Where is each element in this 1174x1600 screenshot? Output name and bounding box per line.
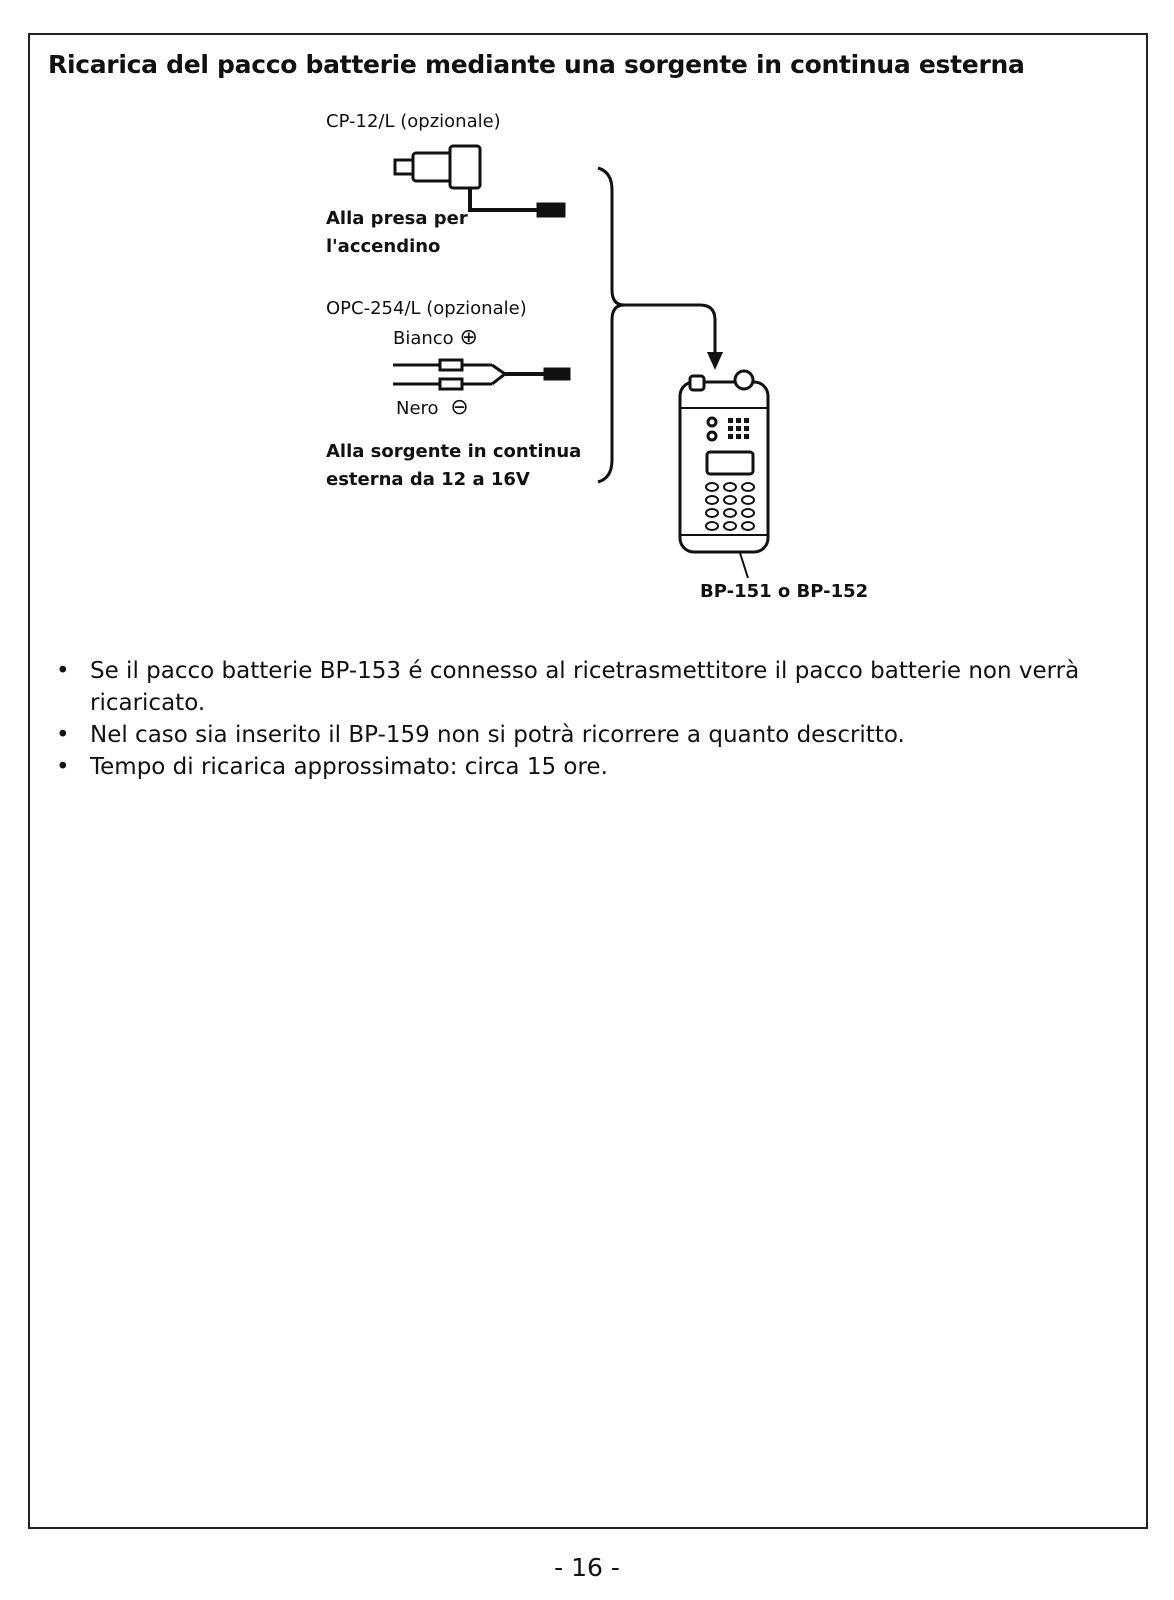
page-title: Ricarica del pacco batterie mediante una sorgente in continua esterna xyxy=(48,50,1025,79)
connection-line xyxy=(624,305,715,355)
cp-12-label: CP-12/L (opzionale) xyxy=(326,111,501,132)
minus-icon: ⊖ xyxy=(450,395,469,420)
bullet-icon: • xyxy=(56,754,70,780)
grouping-brace xyxy=(598,168,624,482)
black-label-text: Nero xyxy=(396,398,439,419)
transceiver-illustration xyxy=(680,371,768,552)
opc-cable-illustration xyxy=(393,360,569,389)
list-item xyxy=(50,751,1125,783)
bullet-icon: • xyxy=(56,658,70,684)
dc-source-label-line1: Alla sorgente in continua xyxy=(326,441,582,462)
lighter-socket-label-line1: Alla presa per xyxy=(326,208,468,229)
opc-254-label: OPC-254/L (opzionale) xyxy=(326,298,527,319)
connection-arrow xyxy=(707,352,723,370)
note-text: Se il pacco batterie BP-153 é connesso al ricetrasmettitore il pacco batterie non verrà ricaricato. xyxy=(90,658,1080,716)
note-text: Tempo di ricarica approssimato: circa 15 ore. xyxy=(90,754,608,780)
dc-source-label-line2: esterna da 12 a 16V xyxy=(326,469,530,490)
battery-pointer xyxy=(740,553,748,578)
note-text: Nel caso sia inserito il BP-159 non si potrà ricorrere a quanto descritto. xyxy=(90,722,905,748)
white-label-text: Bianco xyxy=(393,328,454,349)
list-item xyxy=(50,655,1125,719)
battery-label: BP-151 o BP-152 xyxy=(700,581,869,602)
list-item xyxy=(50,719,1125,751)
bullet-icon: • xyxy=(56,722,70,748)
lighter-socket-label-line2: l'accendino xyxy=(326,236,441,257)
black-wire-label xyxy=(396,394,469,423)
page-number: - 16 - xyxy=(554,1553,620,1582)
white-wire-label xyxy=(393,324,478,353)
plus-icon: ⊕ xyxy=(459,325,478,350)
connection-diagram xyxy=(0,0,1174,640)
notes-list xyxy=(50,655,1125,783)
